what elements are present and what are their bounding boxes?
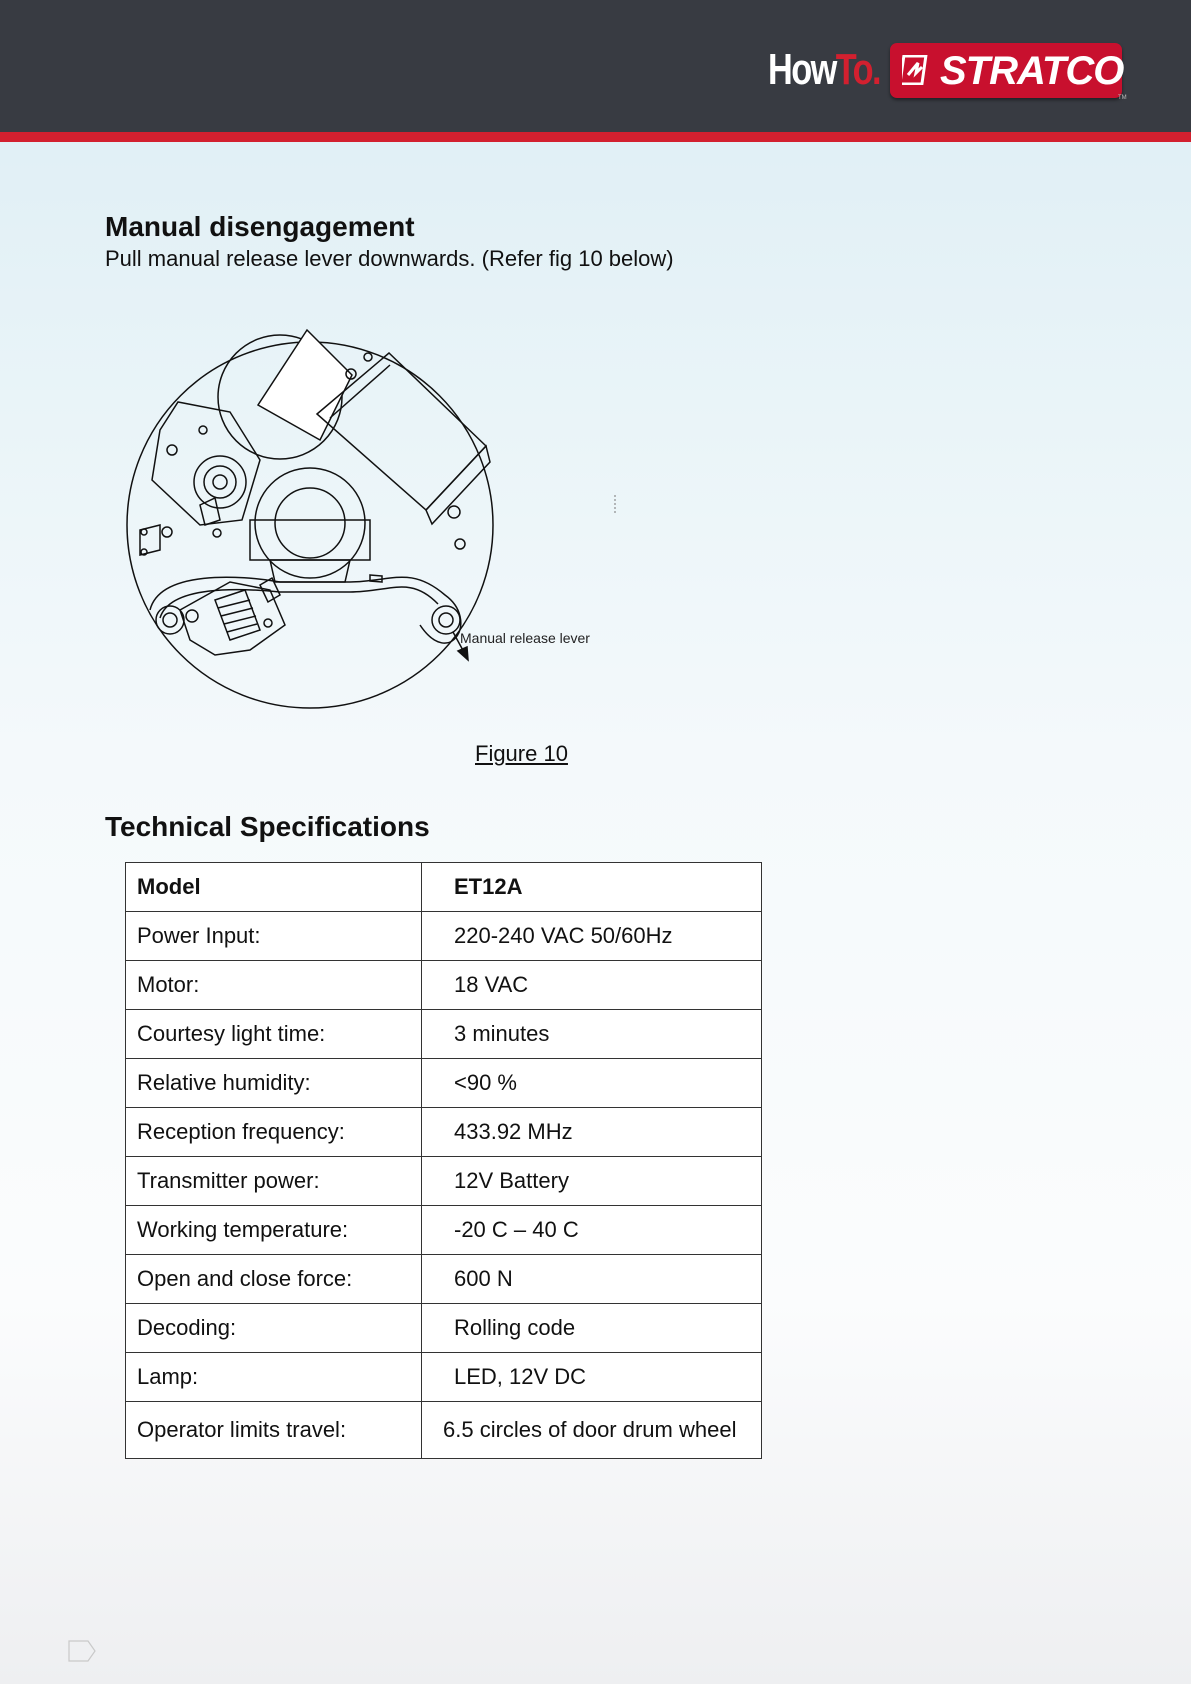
spec-label: Operator limits travel: — [126, 1402, 422, 1459]
spec-value: Rolling code — [422, 1304, 762, 1353]
table-row — [126, 1304, 762, 1353]
logo-to-text: To. — [835, 45, 881, 94]
table-row — [126, 912, 762, 961]
spec-label: Courtesy light time: — [126, 1010, 422, 1059]
section-title-technical-specifications: Technical Specifications — [105, 811, 430, 842]
spec-value: 6.5 circles of door drum wheel — [422, 1402, 762, 1459]
spec-label: Lamp: — [126, 1353, 422, 1402]
spec-label: Model — [126, 863, 422, 912]
logo-brand-text: STRATCO — [940, 49, 1124, 93]
spec-value: 433.92 MHz — [422, 1108, 762, 1157]
spec-value: LED, 12V DC — [422, 1353, 762, 1402]
spec-value: 3 minutes — [422, 1010, 762, 1059]
logo-how-text: How — [768, 45, 836, 94]
howto-logo — [768, 42, 880, 98]
instruction-text: Pull manual release lever downwards. (Refer fig 10 below) — [105, 246, 674, 271]
figure-caption: Figure 10 — [475, 741, 568, 766]
table-row — [126, 1255, 762, 1304]
page-header — [0, 0, 1191, 142]
spec-value: 18 VAC — [422, 961, 762, 1010]
table-row — [126, 1010, 762, 1059]
table-row — [126, 961, 762, 1010]
section-title-manual-disengagement: Manual disengagement — [105, 211, 415, 242]
table-row — [126, 1353, 762, 1402]
spec-label: Power Input: — [126, 912, 422, 961]
stratco-mark-icon — [902, 55, 928, 85]
stratco-logo — [890, 43, 1122, 98]
table-row — [126, 1402, 762, 1459]
table-row — [126, 1059, 762, 1108]
page-tab-icon — [68, 1640, 96, 1662]
spec-label: Open and close force: — [126, 1255, 422, 1304]
spec-label: Working temperature: — [126, 1206, 422, 1255]
spec-label: Relative humidity: — [126, 1059, 422, 1108]
figure-10-diagram — [120, 320, 620, 720]
trademark-mark: TM — [1118, 95, 1127, 101]
table-row — [126, 1157, 762, 1206]
specifications-table — [125, 862, 762, 1459]
spec-value: ET12A — [422, 863, 762, 912]
table-row — [126, 1108, 762, 1157]
table-header-row — [126, 863, 762, 912]
spec-label: Decoding: — [126, 1304, 422, 1353]
spec-label: Motor: — [126, 961, 422, 1010]
manual-release-lever-label: Manual release lever — [460, 630, 590, 646]
table-row — [126, 1206, 762, 1255]
spec-value: <90 % — [422, 1059, 762, 1108]
spec-label: Reception frequency: — [126, 1108, 422, 1157]
spec-value: -20 C – 40 C — [422, 1206, 762, 1255]
spec-value: 600 N — [422, 1255, 762, 1304]
spec-value: 12V Battery — [422, 1157, 762, 1206]
spec-label: Transmitter power: — [126, 1157, 422, 1206]
spec-value: 220-240 VAC 50/60Hz — [422, 912, 762, 961]
